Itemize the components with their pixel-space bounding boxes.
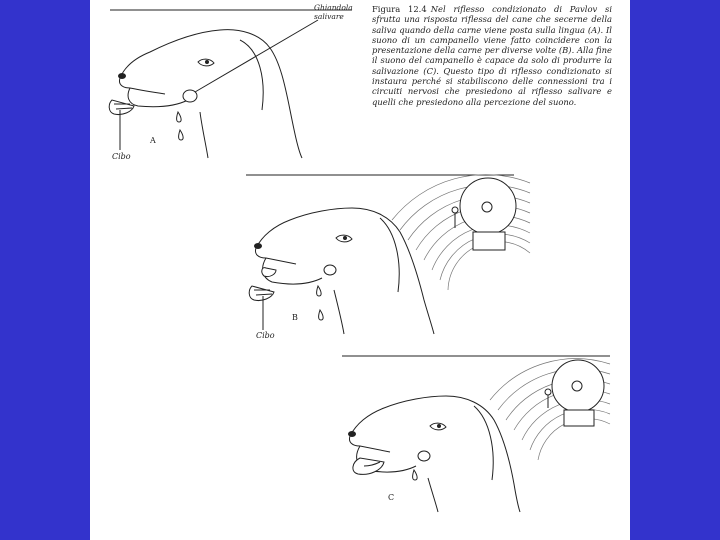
figure-number: Figura 12.4 xyxy=(372,4,427,14)
bell-icon xyxy=(452,178,516,250)
panel-b-drawing xyxy=(246,175,530,334)
panel-b-food-label: Cibo xyxy=(256,331,275,340)
panel-c-letter: C xyxy=(388,493,395,502)
panel-a-drawing xyxy=(109,10,352,158)
document-page xyxy=(90,0,630,540)
figure-caption xyxy=(372,4,612,107)
saliva-drops-icon xyxy=(177,112,182,122)
panel-c-drawing xyxy=(342,356,610,512)
dog-head-icon xyxy=(119,30,302,158)
panel-a-letter: A xyxy=(150,136,156,145)
caption-body: Nel riflesso condizionato di Pavlov si sfrutta una risposta riflessa del cane che secerne della saliva quando della carne viene posta sulla lingua (A). Il suono di un campanello viene fatto coincidere con la presentazione della carne per diverse volte (B). Alla fine il suono del campanello è capace da solo di produrre la salivazione (C). Questo tipo di riflesso condizionato si instaura perché si stabiliscono delle connessioni tra i circuiti nervosi che presiedono al riflesso salivare e quelli che presiedono alla percezione del suono. xyxy=(372,4,612,107)
nose-icon xyxy=(118,73,126,79)
gland-label: Ghiandola salivare xyxy=(314,3,353,21)
panel-b-letter: B xyxy=(292,313,298,322)
panel-a-food-label: Cibo xyxy=(112,152,131,161)
